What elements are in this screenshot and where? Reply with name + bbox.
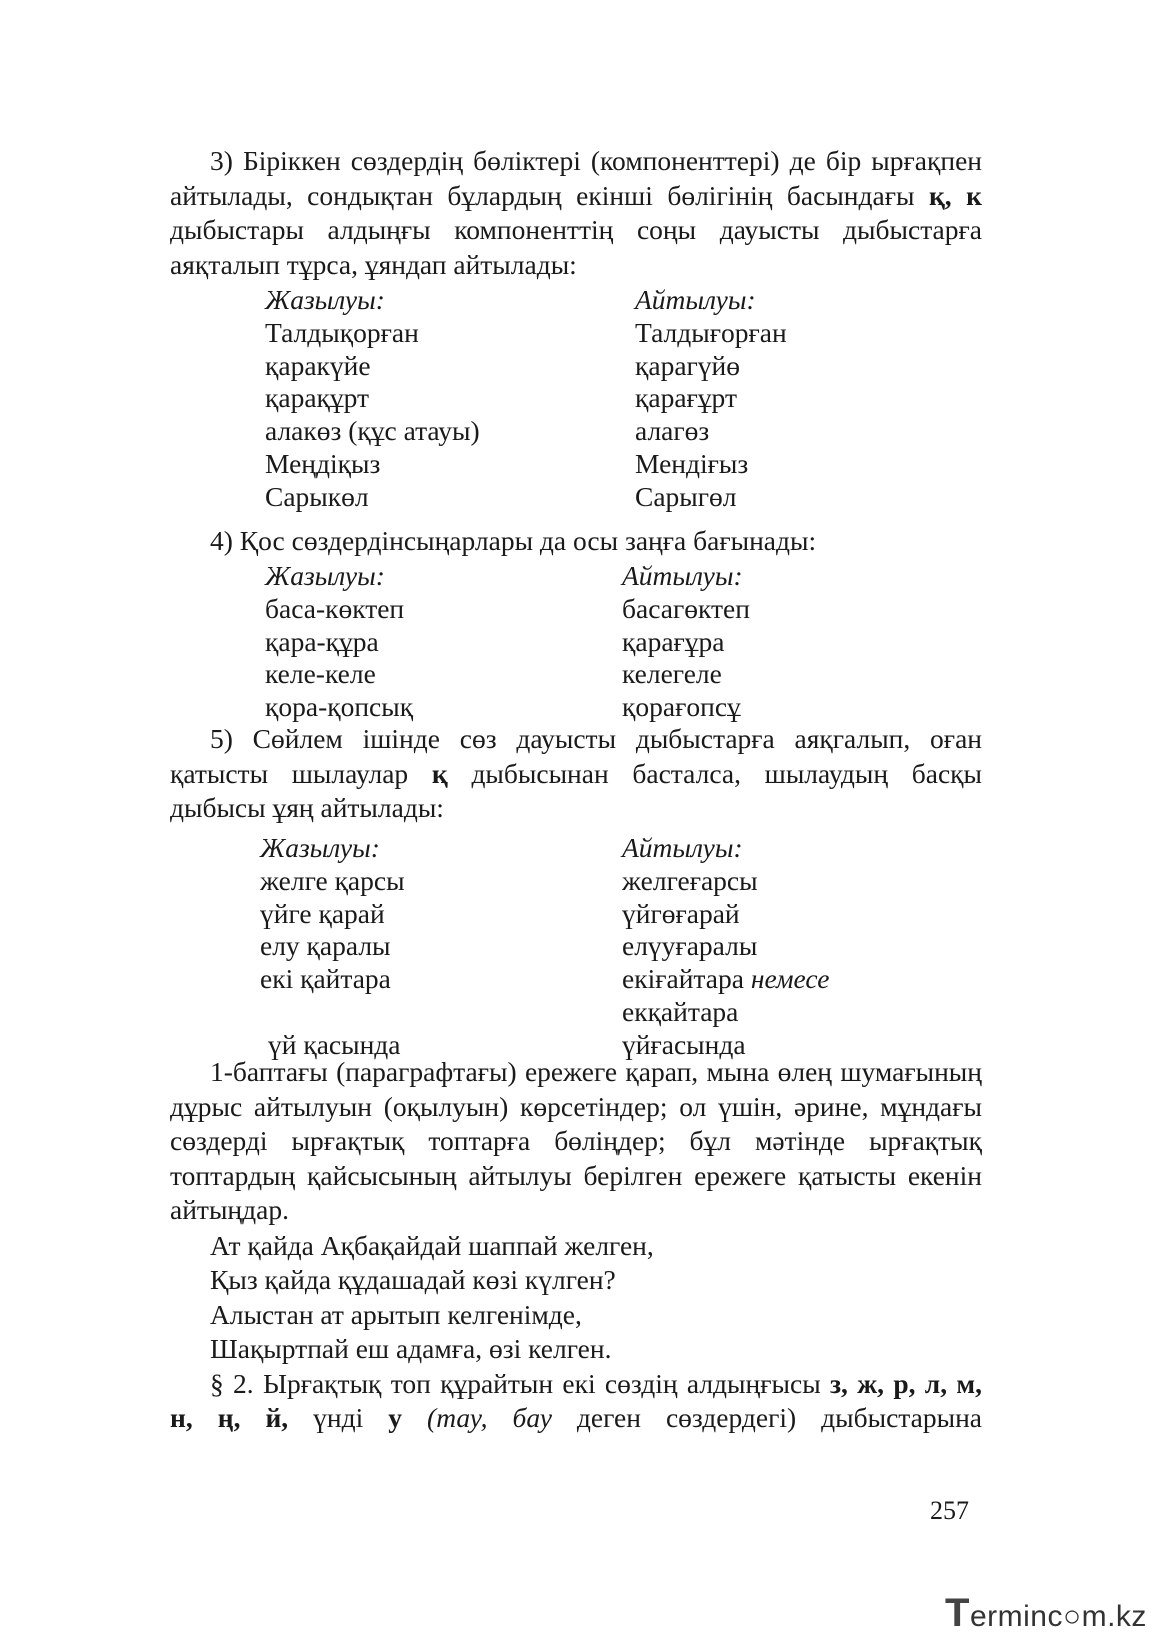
written-cell: қара-құра — [265, 625, 379, 657]
table-row — [265, 448, 787, 481]
watermark-letter: T — [945, 1591, 970, 1635]
written-cell: алакөз (құс атауы) — [265, 415, 480, 447]
spoken-cell: Талдығорған — [635, 316, 787, 348]
spoken-cell: екқайтара — [622, 995, 739, 1027]
spoken-cell: үйғасында — [622, 1028, 746, 1060]
text-run: § 2. Ырғақтық топ құрайтын екі сөздің алдыңғысы — [210, 1367, 830, 1399]
spoken-cell: Мендіғыз — [635, 447, 749, 479]
text-run: дыбыстары алдыңғы компоненттің соңы дауысты дыбыстарға аяқталып тұрса, ұяндап айтылады: — [170, 214, 982, 280]
bold-letters: қ — [431, 757, 448, 789]
table-row — [260, 996, 829, 1029]
table-row — [260, 898, 829, 931]
written-cell: желге қарсы — [260, 864, 405, 896]
spoken-cell: алагөз — [635, 415, 710, 447]
watermark-text: m.kz — [1081, 1600, 1147, 1633]
spoken-cell: басагөктеп — [622, 592, 750, 624]
table-row — [260, 963, 829, 996]
written-cell: елу қаралы — [260, 930, 391, 962]
written-cell: қарақұрт — [265, 382, 370, 414]
written-cell: келе-келе — [265, 658, 376, 690]
spoken-header: Айтылуы: — [622, 832, 743, 863]
magnifier-icon: ○ — [1062, 1600, 1082, 1633]
table-row — [265, 382, 787, 415]
text-run: 5) Сөйлем ішінде сөз дауысты дыбыстарға аяқгалып, оған қатысты шылаулар — [170, 723, 982, 789]
written-header: Жазылуы: — [265, 284, 385, 315]
poem-line: Алыстан ат арытып келгенімде, — [210, 1298, 582, 1330]
spoken-cell: елүуғаралы — [622, 930, 758, 962]
poem-line: Ат қайда Ақбақайдай шаппай желген, — [210, 1229, 654, 1261]
written-header: Жазылуы: — [265, 560, 385, 591]
text-run: 3) Біріккен сөздердің бөліктері (компоненттері) де бір ырғақпен айтылады, сондықтан бұлардың екінші бөлігінің басындағы — [170, 145, 982, 211]
pronunciation-table-1 — [265, 284, 787, 514]
paragraph-6-block — [170, 1055, 982, 1436]
paragraph-5-block — [170, 722, 982, 826]
or-word: немесе — [750, 963, 830, 995]
table-row — [265, 415, 787, 448]
table-row — [265, 593, 750, 626]
table-row — [265, 317, 787, 350]
table-row — [265, 691, 750, 724]
table-row — [265, 658, 750, 691]
spoken-value: екіғайтара — [622, 963, 744, 995]
table-header-row — [260, 832, 829, 865]
written-cell: Меңдіқыз — [265, 447, 381, 479]
spoken-cell: үйгөғарай — [622, 897, 740, 929]
table-row — [260, 865, 829, 898]
page-number: 257 — [930, 1496, 969, 1525]
pronunciation-table-2 — [265, 560, 750, 724]
spoken-cell: келегеле — [622, 658, 722, 690]
text-run: деген сөздердегі) дыбыстарына — [551, 1402, 982, 1433]
written-cell: үйге қарай — [260, 897, 385, 929]
written-header: Жазылуы: — [260, 832, 380, 863]
table-row — [265, 481, 787, 514]
spoken-cell — [622, 963, 829, 996]
text-run: үнді — [288, 1402, 389, 1433]
bold-letters: з, ж, р, л, м, н, ң, й, — [170, 1367, 982, 1433]
paragraph-3 — [170, 144, 982, 282]
spoken-cell: Сарыгөл — [635, 480, 737, 512]
poem-line: Қыз қайда құдашадай көзі күлген? — [210, 1264, 616, 1295]
watermark-text: erminc — [969, 1600, 1063, 1633]
italic-words: (тау, бау — [427, 1402, 552, 1433]
text-run: дыбысынан басталса, шылаудың басқы дыбысы ұяң айтылады: — [170, 757, 982, 823]
written-cell: қаракүйе — [265, 349, 371, 381]
table-row — [265, 350, 787, 383]
poem — [170, 1229, 982, 1367]
table-row — [260, 930, 829, 963]
paragraph-7 — [170, 1367, 982, 1436]
paragraph-4: 4) Қос сөздердінсыңарлары да осы заңға бағынады: — [210, 525, 817, 556]
written-cell: баса-көктеп — [265, 592, 405, 624]
paragraph-6: 1-баптағы (параграфтағы) ережеге қарап, мына өлең шумағының дұрыс айтылуын (оқылуын) көрсетіндер; ол үшін, әрине, мұндағы сөздерді ырғақтық топтарға бөліңдер; бұл мәтінде ырғақтық топтардың қайсысының айтылуы берілген ережеге қатысты екенін айтыңдар. — [170, 1056, 982, 1225]
spoken-cell: қарағұра — [622, 625, 725, 657]
pronunciation-table-3 — [260, 832, 829, 1062]
table-row — [265, 626, 750, 659]
bold-letter: у — [388, 1402, 403, 1433]
bold-letters: қ, к — [928, 179, 982, 211]
written-cell: Талдықорған — [265, 316, 419, 348]
termincom-watermark — [945, 1591, 1147, 1636]
table-header-row — [265, 560, 750, 593]
spoken-header: Айтылуы: — [635, 284, 756, 315]
spoken-cell: қарагүйө — [635, 349, 741, 381]
spoken-cell: желгеғарсы — [622, 864, 758, 896]
written-cell: қора-қопсық — [265, 691, 414, 723]
table-header-row — [265, 284, 787, 317]
paragraph-5 — [170, 722, 982, 826]
spoken-cell: қарағұрт — [635, 382, 737, 414]
written-value: үй қасында — [268, 1028, 401, 1060]
page-text — [170, 144, 982, 282]
written-cell: екі қайтара — [260, 963, 391, 995]
poem-line: Шақыртпай еш адамға, өзі келген. — [210, 1333, 612, 1364]
written-cell-empty — [260, 996, 622, 1029]
spoken-cell: қорағопсұ — [622, 691, 741, 723]
paragraph-4-block — [170, 524, 982, 559]
spoken-header: Айтылуы: — [622, 560, 743, 591]
written-cell: Сарыкөл — [265, 480, 369, 512]
